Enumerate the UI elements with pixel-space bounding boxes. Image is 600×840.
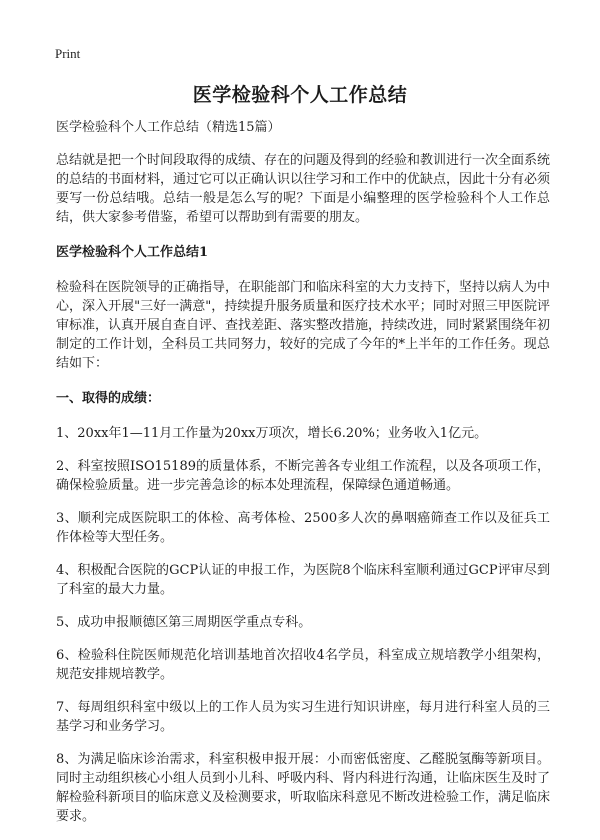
section-body-paragraph: 检验科在医院领导的正确指导，在职能部门和临床科室的大力支持下，坚持以病人为中心，深入开展"三好一满意"，持续提升服务质量和医疗技术水平；同时对照三甲医院评审标准，认真开展自查自评、查找差距、落实整改措施，持续改进，同时紧紧围绕年初制定的工作计划，全科员工共同努力，较好的完成了今年的*上半年的工作任务。现总结如下： <box>56 280 551 371</box>
list-item: 8、为满足临床诊治需求，科室积极申报开展：小而密低密度、乙醛脱氢酶等新项目。同时主动组织核心小组人员到小儿科、呼吸内科、肾内科进行沟通，让临床医生及时了解检验科新项目的临床意义及检测要求，听取临床科意见不断改进检验工作，满足临床要求。 <box>56 752 551 824</box>
list-item: 1、20xx年1—11月工作量为20xx万项次，增长6.20%；业务收入1亿元。 <box>56 426 488 441</box>
list-item: 3、顺利完成医院职工的体检、高考体检、2500多人次的鼻咽癌筛查工作以及征兵工作体检等大型任务。 <box>56 511 550 545</box>
list-item: 5、成功申报顺德区第三周期医学重点专科。 <box>56 615 312 630</box>
list-item: 4、积极配合医院的GCP认证的申报工作，为医院8个临床科室顺利通过GCP评审尽到了科室的最大力量。 <box>56 563 550 597</box>
list-item: 2、科室按照ISO15189的质量体系，不断完善各专业组工作流程，以及各项项工作，确保检验质量。进一步完善急诊的标本处理流程，保障绿色通道畅通。 <box>56 459 550 493</box>
section-heading: 医学检验科个人工作总结1 <box>56 245 209 260</box>
document-body <box>56 118 550 840</box>
document-subtitle: 医学检验科个人工作总结（精选15篇） <box>56 120 281 135</box>
list-item: 6、检验科住院医师规范化培训基地首次招收4名学员，科室成立规培教学小组架构，规范安排规培教学。 <box>56 648 550 682</box>
document-title: 医学检验科个人工作总结 <box>192 84 408 106</box>
list-item: 7、每周组织科室中级以上的工作人员为实习生进行知识讲座，每月进行科室人员的三基学习和业务学习。 <box>56 700 550 734</box>
intro-paragraph: 总结就是把一个时间段取得的成绩、存在的问题及得到的经验和教训进行一次全面系统的总结的书面材料，通过它可以正确认识以往学习和工作中的优缺点，因此十分有必须要写一份总结哦。总结一般是怎么写的呢？下面是小编整理的医学检验科个人工作总结，供大家参考借鉴，希望可以帮助到有需要的朋友。 <box>56 153 551 225</box>
print-label[interactable]: Print <box>55 46 81 61</box>
achievements-heading: 一、取得的成绩： <box>56 391 161 406</box>
